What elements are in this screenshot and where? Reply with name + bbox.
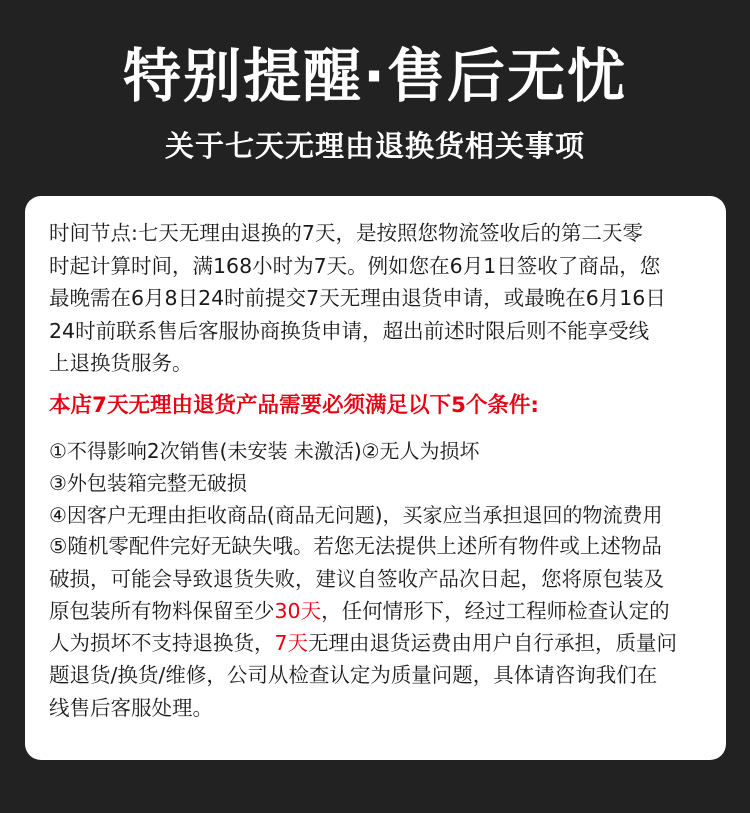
condition-line-4: ⑤随机零配件完好无缺失哦。若您无法提供上述所有物件或上述物品: [49, 534, 662, 558]
intro-line-5: 上退换货服务。: [49, 351, 193, 375]
freight-days-highlight: 7天: [274, 631, 309, 655]
closing-line-1: 题退货/换货/维修，公司从检查认定为质量问题，具体请咨询我们在: [49, 663, 658, 687]
intro-line-1: 时间节点:七天无理由退换的7天，是按照您物流签收后的第二天零: [49, 221, 643, 245]
condition-line-1: ①不得影响2次销售(未安装 未激活)②无人为损坏: [49, 439, 480, 463]
notice-card: [25, 196, 726, 760]
intro-line-3: 最晚需在6月8日24时前提交7天无理由退货申请，或最晚在6月16日: [49, 286, 666, 310]
retention-suffix: ，任何情形下，经过工程师检查认定的: [321, 599, 670, 623]
freight-prefix: 人为损坏不支持退换货，: [49, 631, 275, 655]
page-subtitle: 关于七天无理由退换货相关事项: [164, 129, 585, 163]
freight-line: [49, 628, 677, 658]
condition-line-5: 破损，可能会导致退货失败，建议自签收产品次日起，您将原包装及: [49, 567, 664, 591]
page-title: 特别提醒·售后无忧: [122, 42, 628, 110]
condition-line-3: ④因客户无理由拒收商品(商品无问题)，买家应当承担退回的物流费用: [49, 503, 663, 527]
conditions-heading: 本店7天无理由退货产品需要必须满足以下5个条件:: [49, 393, 540, 418]
condition-line-2: ③外包装箱完整无破损: [49, 471, 247, 495]
retention-line: [49, 596, 670, 626]
closing-line-2: 线售后客服处理。: [49, 696, 213, 720]
retention-prefix: 原包装所有物料保留至少: [49, 599, 275, 623]
intro-line-2: 时起计算时间，满168小时为7天。例如您在6月1日签收了商品，您: [49, 254, 661, 278]
intro-line-4: 24时前联系售后客服协商换货申请，超出前述时限后则不能享受线: [49, 319, 650, 343]
freight-suffix: 无理由退货运费由用户自行承担，质量问: [308, 631, 678, 655]
retention-days-highlight: 30天: [274, 599, 322, 623]
